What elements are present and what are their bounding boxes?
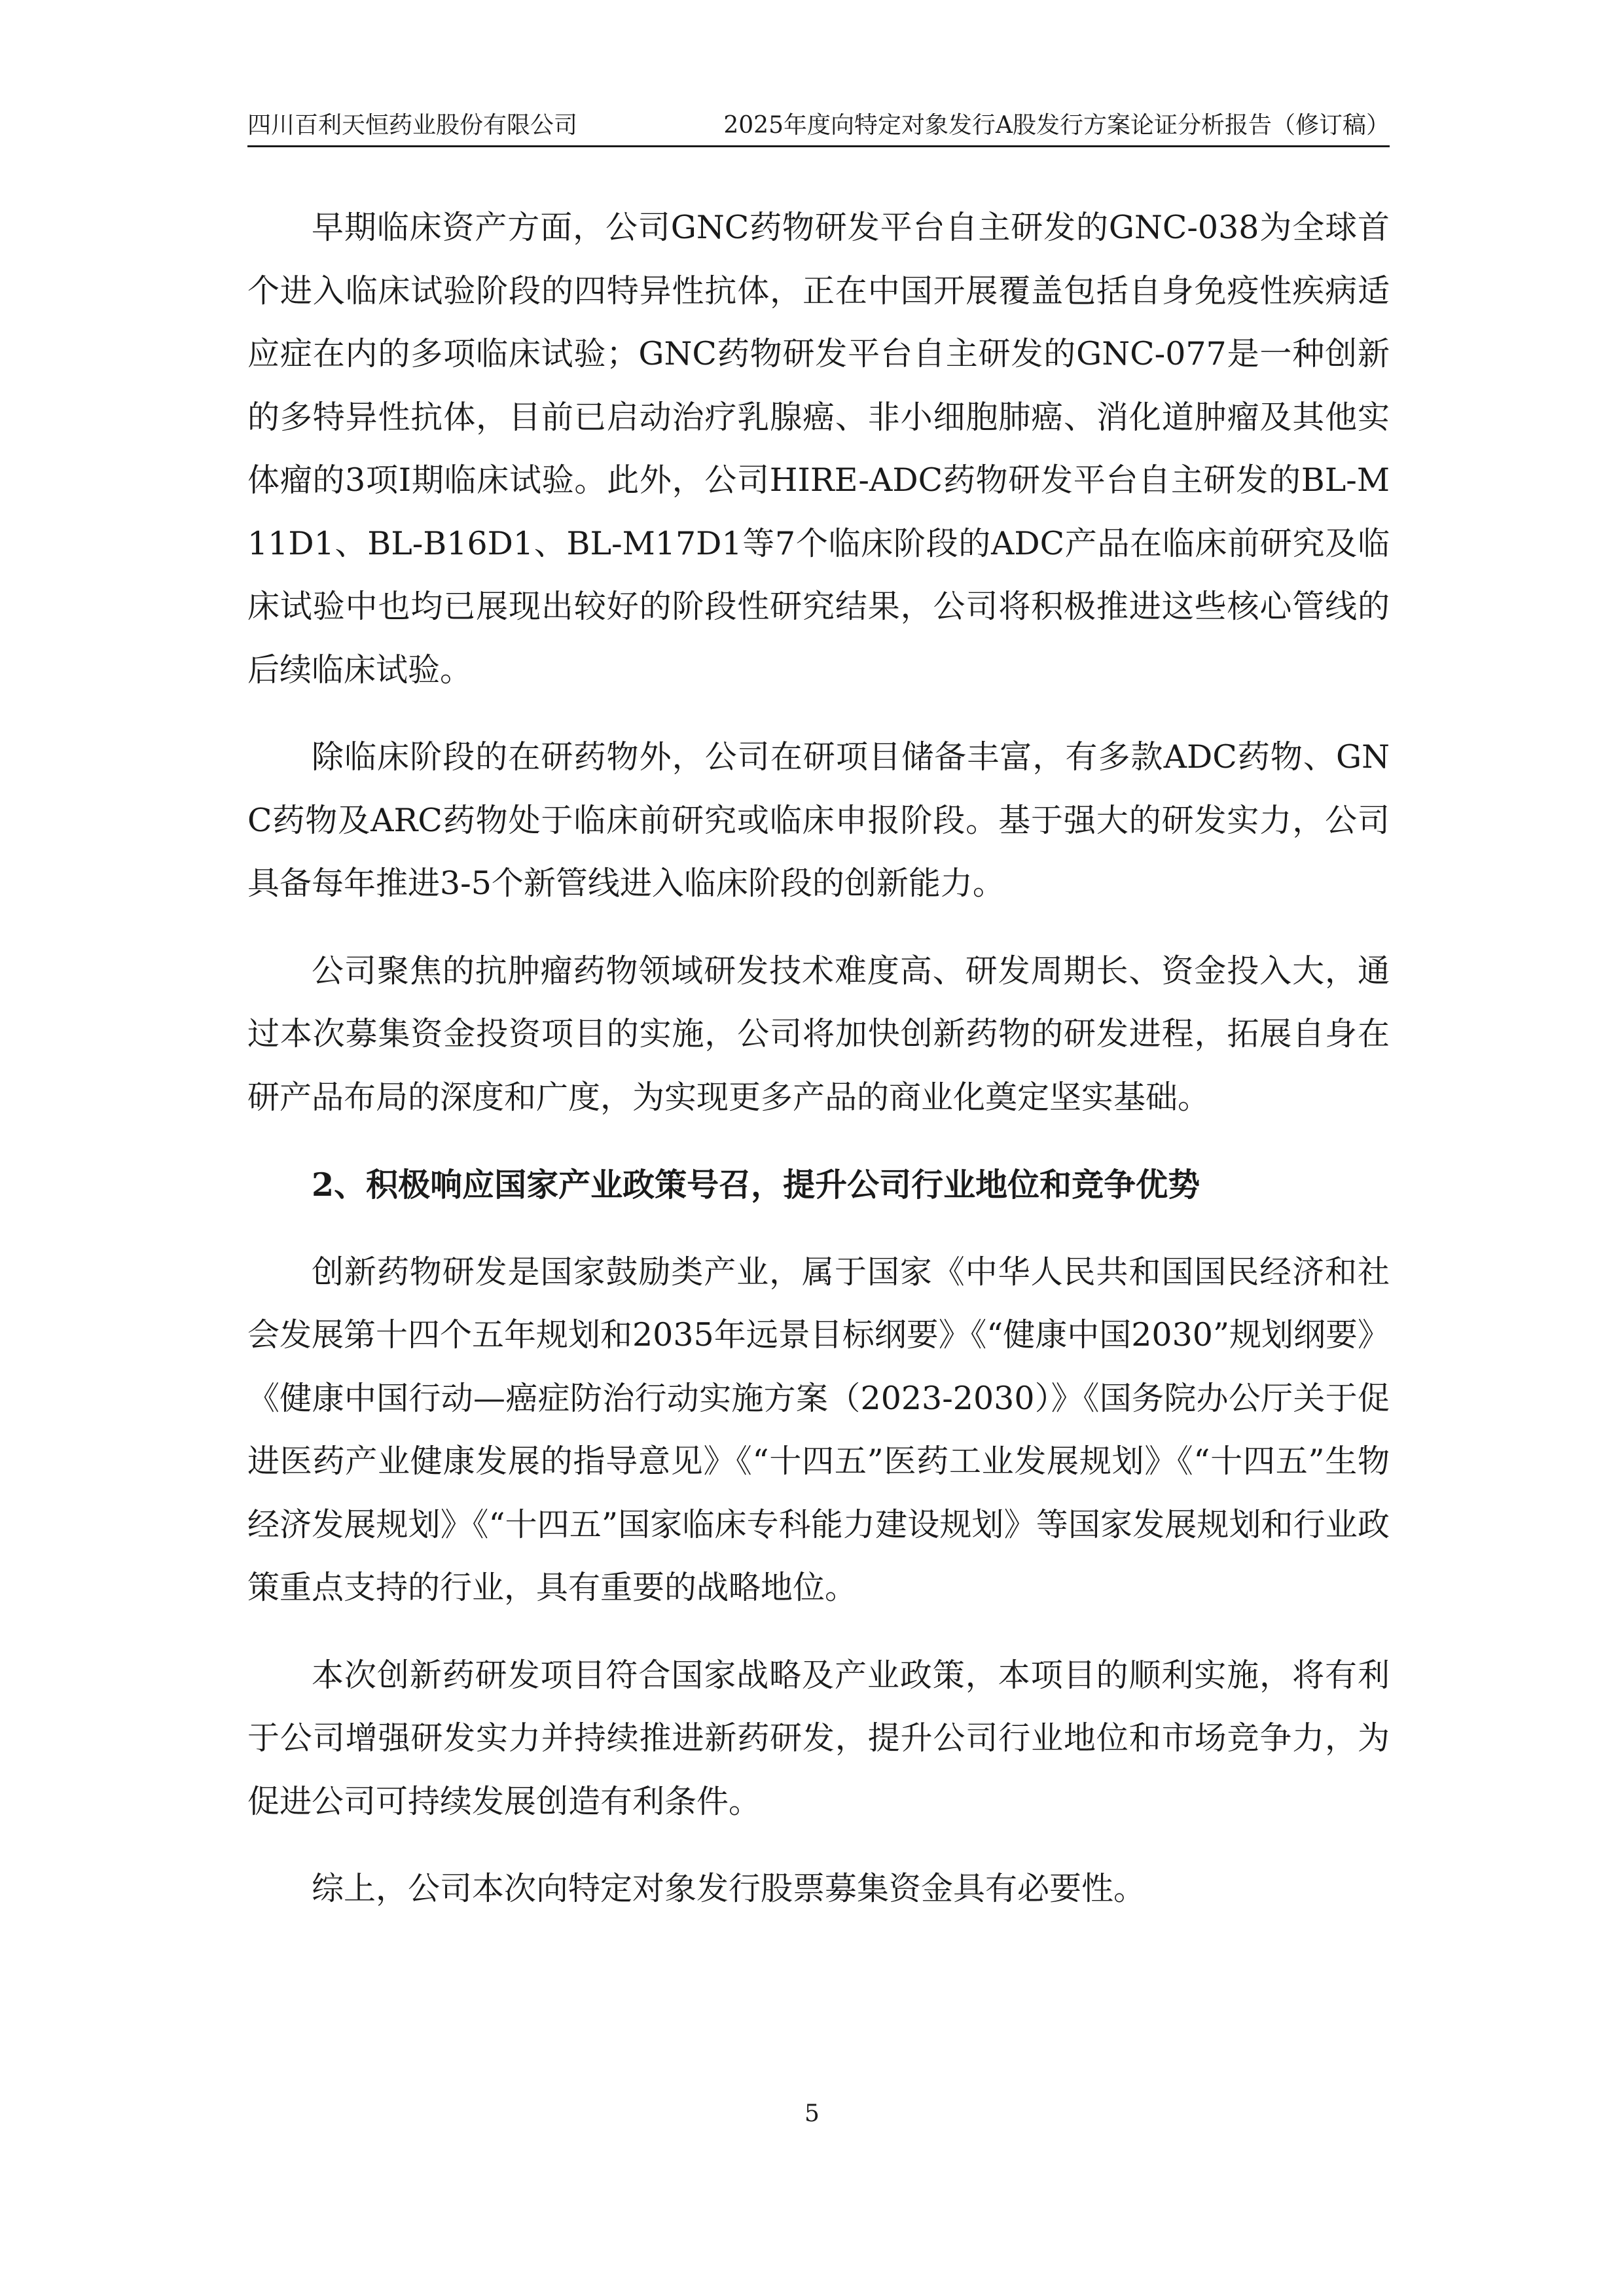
paragraph-pipeline-reserve: 除临床阶段的在研药物外，公司在研项目储备丰富，有多款ADC药物、GNC药物及ARC药物处于临床前研究或临床申报阶段。基于强大的研发实力，公司具备每年推进3-5个新管线进入临床阶段的创新能力。 xyxy=(247,738,1390,902)
paragraph-conclusion: 综上，公司本次向特定对象发行股票募集资金具有必要性。 xyxy=(312,1870,1146,1907)
document-body xyxy=(247,196,1390,1921)
paragraph-clinical-assets: 早期临床资产方面，公司GNC药物研发平台自主研发的GNC-038为全球首个进入临床试验阶段的四特异性抗体，正在中国开展覆盖包括自身免疫性疾病适应症在内的多项临床试验；GNC药物研发平台自主研发的GNC-077是一种创新的多特异性抗体，目前已启动治疗乳腺癌、非小细胞肺癌、消化道肿瘤及其他实体瘤的3项I期临床试验。此外，公司HIRE-ADC药物研发平台自主研发的BL-M11D1、BL-B16D1、BL-M17D1等7个临床阶段的ADC产品在临床前研究及临床试验中也均已展现出较好的阶段性研究结果，公司将积极推进这些核心管线的后续临床试验。 xyxy=(247,209,1390,689)
paragraph-fundraising-purpose: 公司聚焦的抗肿瘤药物领域研发技术难度高、研发周期长、资金投入大，通过本次募集资金投资项目的实施，公司将加快创新药物的研发进程，拓展自身在研产品布局的深度和广度，为实现更多产品的商业化奠定坚实基础。 xyxy=(247,952,1390,1116)
page-header xyxy=(247,106,1390,147)
section-heading: 2、积极响应国家产业政策号召，提升公司行业地位和竞争优势 xyxy=(312,1166,1200,1204)
paragraph-industry-policy: 创新药物研发是国家鼓励类产业，属于国家《中华人民共和国国民经济和社会发展第十四个五年规划和2035年远景目标纲要》《“健康中国2030”规划纲要》《健康中国行动—癌症防治行动实施方案（2023-2030）》《国务院办公厅关于促进医药产业健康发展的指导意见》《“十四五”医药工业发展规划》《“十四五”生物经济发展规划》《“十四五”国家临床专科能力建设规划》等国家发展规划和行业政策重点支持的行业，具有重要的战略地位。 xyxy=(247,1253,1390,1606)
header-company-name: 四川百利天恒药业股份有限公司 xyxy=(247,112,578,139)
header-report-title: 2025年度向特定对象发行A股发行方案论证分析报告（修订稿） xyxy=(723,112,1390,139)
page-number: 5 xyxy=(804,2100,820,2127)
paragraph-project-benefits: 本次创新药研发项目符合国家战略及产业政策，本项目的顺利实施，将有利于公司增强研发实力并持续推进新药研发，提升公司行业地位和市场竞争力，为促进公司可持续发展创造有利条件。 xyxy=(247,1656,1390,1820)
